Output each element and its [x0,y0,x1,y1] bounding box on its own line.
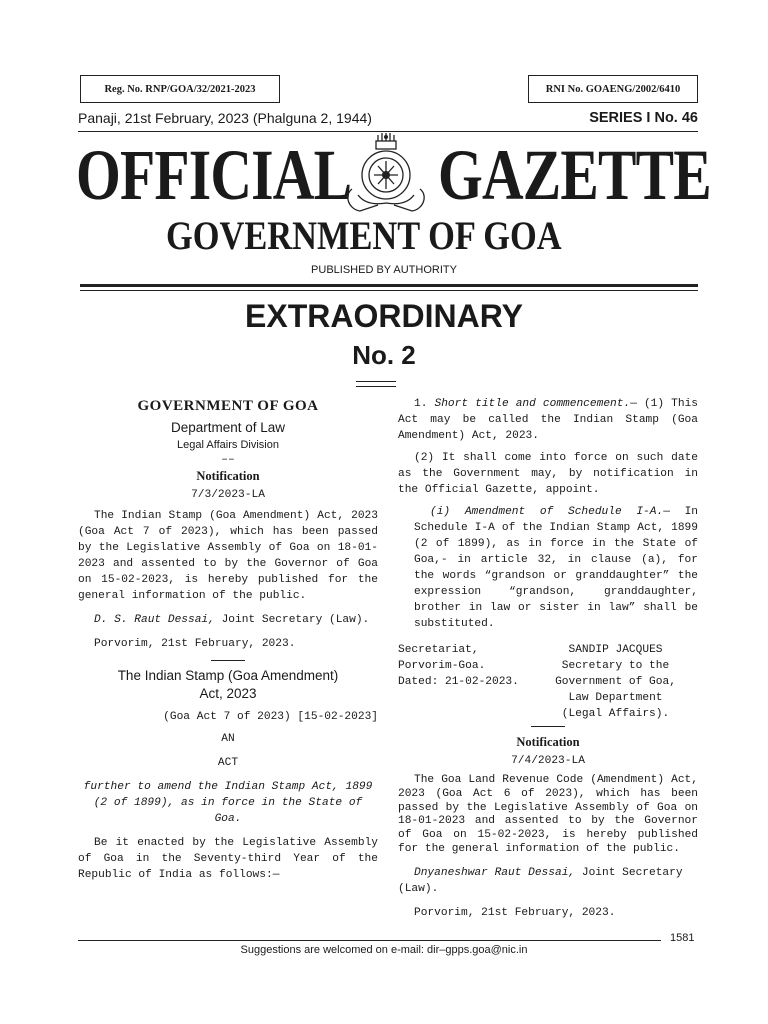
masthead-rule-thick [80,284,698,287]
signature-place-line: Porvorim-Goa. [398,660,486,672]
section-2-text: — In Schedule I-A of the Indian Stamp Act, 1899 (2 of 1899), as in force in the State of Goa,- in article 32, in clause (a), for the words “grandson or granddaughter” the expression “grandson, granddaughter, brother in law or sister in law” shall be substituted. [414,506,699,630]
notification-2-number: 7/4/2023-LA [511,755,585,767]
heading-dashes: –– [221,454,235,466]
signature-place-line: Secretariat, [398,644,479,656]
masthead-government: GOVERNMENT OF GOA [166,213,562,258]
footer-rule [78,940,661,941]
notification-2-title: Notification [516,735,580,749]
section-divider [531,726,565,727]
section-divider [211,660,245,661]
notification-title: Notification [196,469,260,483]
section-1 [398,396,698,444]
right-column [398,396,698,929]
notification-number: 7/3/2023-LA [191,489,265,501]
signatory-designation: Secretary to the [561,660,670,672]
masthead-gazette: GAZETTE [438,135,711,215]
signatory-name: SANDIP JACQUES [568,644,663,656]
notification-body: The Indian Stamp (Goa Amendment) Act, 2023 (Goa Act 7 of 2023), which has been passed by the Legislative Assembly of Goa on 18-01-2023 and assented to by the Governor of Goa on 15-02-2023, is hereby published for the general information of the public. [78,510,378,602]
registration-number-box [80,75,280,103]
signatory-department: (Legal Affairs). [561,708,670,720]
registration-number: Reg. No. RNP/GOA/32/2021-2023 [104,83,256,95]
act-act: ACT [217,757,239,769]
section-2-number: (i) [430,506,465,518]
section-1-text: — (1) This Act may be called the Indian Stamp (Goa Amendment) Act, 2023. [398,398,698,442]
rni-number: RNI No. GOAENG/2002/6410 [545,83,681,95]
signature-place [398,642,528,722]
act-title-line1: The Indian Stamp (Goa Amendment) [117,668,339,683]
extraordinary-title: EXTRAORDINARY [245,298,523,334]
signatory-department: Law Department [568,692,663,704]
series-number: SERIES I No. 46 [589,110,698,126]
issue-dateline: Panaji, 21st February, 2023 (Phalguna 2, 1944) [78,110,372,126]
notification-2-body: The Goa Land Revenue Code (Amendment) Act, 2023 (Goa Act 6 of 2023), which has been passed by the Legislative Assembly of Goa on 18-01-2023 and assented to by the Governor of Goa on 15-02-2023, is hereby published for the general information of the public. [398,774,698,855]
government-heading: GOVERNMENT OF GOA [137,398,319,414]
signature-block [398,642,698,722]
extraordinary-number: No. 2 [352,340,416,370]
signatory-line [78,612,378,628]
signatory-title: Joint Secretary (Law). [214,614,370,626]
act-preamble: further to amend the Indian Stamp Act, 1899 (2 of 1899), as in force in the State of Goa. [83,781,373,825]
published-by-authority: PUBLISHED BY AUTHORITY [311,264,457,276]
masthead-rule-thin [80,290,698,291]
department-name: Department of Law [170,420,286,435]
rni-number-box [528,75,698,103]
signature-date: Dated: 21-02-2023. [398,676,519,688]
divider-line [356,381,396,382]
section-1-heading: Short title and commencement. [434,398,631,410]
place-date: Porvorim, 21st February, 2023. [94,638,296,650]
division-name: Legal Affairs Division [177,439,279,451]
section-2-heading: Amendment of Schedule I-A. [464,506,664,518]
signatory-designation: Government of Goa, [555,676,676,688]
section-1-subsection-2: (2) It shall come into force on such date as the Government may, by notification in the Official Gazette, appoint. [398,452,698,496]
signatory-name: D. S. Raut Dessai, [94,614,215,626]
footer-suggestions: Suggestions are welcomed on e-mail: dir–gpps.goa@nic.in [240,944,528,956]
act-title-line2: Act, 2023 [199,686,257,701]
goa-emblem-icon [338,133,434,217]
page-number: 1581 [670,932,695,944]
signatory-2-name: Dnyaneshwar Raut Dessai, [414,866,576,879]
masthead-official: OFFICIAL [76,135,352,215]
act-reference: (Goa Act 7 of 2023) [15-02-2023] [163,711,378,723]
divider-line [356,386,396,387]
place-date-2: Porvorim, 21st February, 2023. [414,906,616,919]
signatory-block [533,642,698,722]
left-column [78,396,378,891]
section-1-number: 1. [414,398,435,410]
header-rule [78,131,698,132]
signatory-2-title: Joint Secretary (Law). [398,866,683,895]
act-an: AN [221,733,235,745]
enactment-clause: Be it enacted by the Legislative Assembly of Goa in the Seventy-third Year of the Republic of India as follows:— [78,837,378,881]
signatory-2-line [398,865,698,897]
section-2 [398,504,698,632]
